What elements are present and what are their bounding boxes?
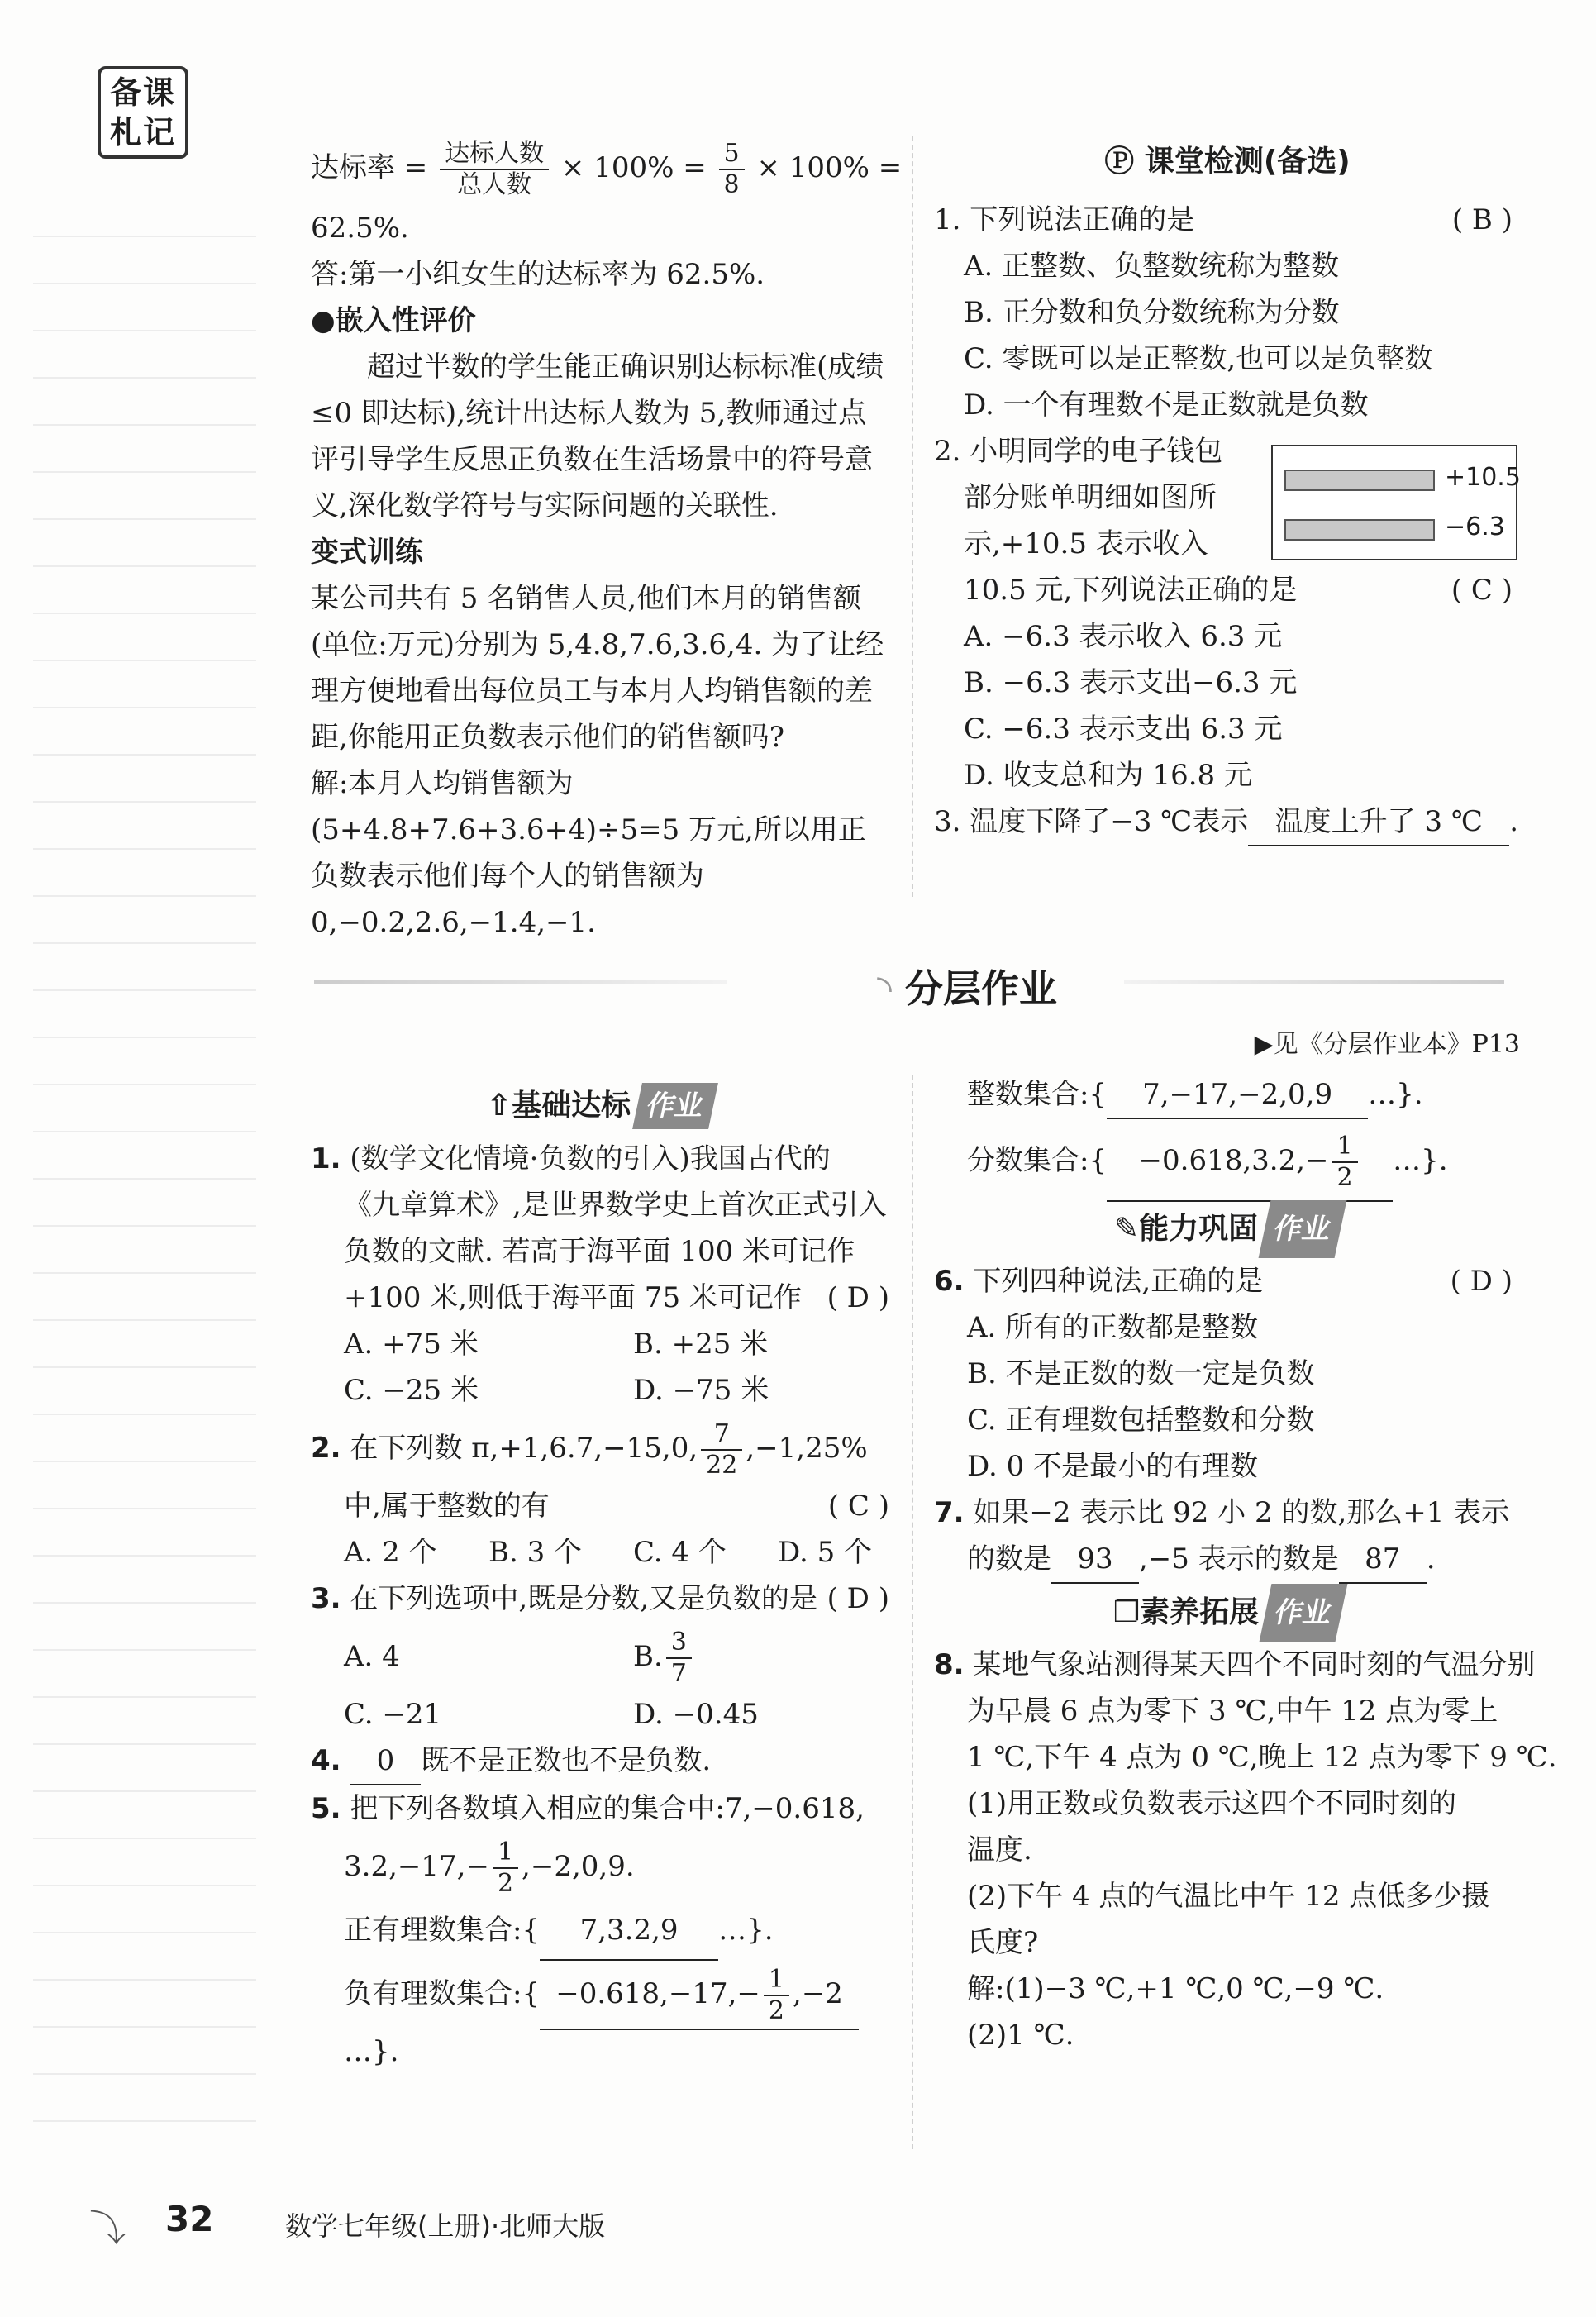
hw-q8-num: 8. — [934, 1648, 965, 1681]
hw-q3-opt-c: C. −21 — [344, 1698, 442, 1731]
frac-set — [934, 1121, 1521, 1200]
hw-q2-answer: ( C ) — [827, 1490, 889, 1523]
hw-q6-opt-b: B. 不是正数的数一定是负数 — [967, 1357, 1315, 1390]
int-set — [934, 1071, 1521, 1121]
tag-extend — [934, 1584, 1521, 1642]
hw-q2-opt-d: D. 5 个 — [778, 1536, 873, 1569]
section-ref: ▶见《分层作业本》P13 — [1254, 1030, 1520, 1059]
hw-q4-num: 4. — [311, 1744, 341, 1777]
q3-fill: 温度上升了 3 ℃ — [1248, 799, 1509, 846]
frac-set-fill-a: −0.618,3.2,− — [1138, 1144, 1329, 1177]
tag-extend-inner — [1113, 1584, 1341, 1642]
q1-option-d: D. 一个有理数不是正数就是负数 — [964, 389, 1369, 422]
hw-q2-line2 — [311, 1483, 889, 1529]
hw-q2-lead: 在下列数 π,+1,6.7,−15,0, — [350, 1432, 698, 1465]
hw-q4 — [311, 1738, 889, 1785]
hw-q8-line1 — [934, 1642, 1536, 1688]
hw-q5-half — [493, 1838, 518, 1899]
hw-q4-text: 既不是正数也不是负数. — [421, 1744, 712, 1777]
q2-answer: ( C ) — [1451, 574, 1513, 607]
hw-q1-opt-b: B. +25 米 — [633, 1328, 769, 1361]
hw-q1-num: 1. — [311, 1142, 341, 1175]
q2-option-c: C. −6.3 表示支出 6.3 元 — [964, 713, 1283, 746]
wallet-income-label: +10.5 — [1445, 463, 1521, 492]
hw-q5-line2-a: 3.2,−17,− — [344, 1850, 489, 1883]
q1-option-c: C. 零既可以是正整数,也可以是负整数 — [964, 342, 1433, 375]
eval-title: ●嵌入性评价 — [311, 304, 476, 337]
column-divider-top — [912, 136, 913, 897]
rate-den2: 8 — [723, 170, 740, 199]
quiz-title — [934, 139, 1521, 197]
book-title: 数学七年级(上册)·北师大版 — [285, 2210, 606, 2242]
hw-q8-line4: (1)用正数或负数表示这四个不同时刻的 — [967, 1787, 1457, 1820]
hw-q8-line5: 温度. — [967, 1833, 1032, 1866]
left-homework — [311, 1083, 889, 2075]
wallet-figure — [1271, 445, 1521, 560]
hw-q5-pos-fill: 7,3.2,9 — [540, 1901, 718, 1961]
q2-stem-4-text: 10.5 元,下列说法正确的是 — [964, 574, 1298, 607]
hw-q3-opt-d: D. −0.45 — [633, 1698, 759, 1731]
eval-text: 超过半数的学生能正确识别达标标准(成绩≤0 即达标),统计出达标人数为 5,教师通过点评引导学生反思正负数在生活场景中的符号意义,深化数学符号与实际问题的关联性. — [311, 350, 884, 522]
column-divider-bottom — [912, 1075, 913, 2149]
rate-fraction2 — [719, 139, 745, 200]
hw-q1-opts-ab — [311, 1321, 889, 1367]
hw-q2-opt-b: B. 3 个 — [488, 1536, 583, 1569]
hw-q4-fill: 0 — [350, 1738, 421, 1785]
hw-q8-line6: (2)下午 4 点的气温比中午 12 点低多少摄 — [967, 1880, 1490, 1913]
hw-q3-opts-ab — [311, 1622, 889, 1691]
hw-q3-answer: ( D ) — [827, 1582, 889, 1615]
tag-ability-inner — [1114, 1200, 1341, 1258]
variant-text: 某公司共有 5 名销售人员,他们本月的销售额(单位:万元)分别为 5,4.8,7.6,3.6,4. 为了让经理方便地看出每位员工与本月人均销售额的差距,你能用正负数表示他们的销售额吗? — [311, 582, 884, 754]
hw-q1-opt-c: C. −25 米 — [344, 1374, 479, 1407]
hw-q7-end: . — [1426, 1542, 1436, 1576]
hw-q8-line3: 1 ℃,下午 4 点为 0 ℃,晚上 12 点为零下 9 ℃. — [967, 1741, 1557, 1774]
q2-stem-1: 2. 小明同学的电子钱包 — [934, 435, 1223, 468]
section-arc-icon: ◝ — [877, 966, 905, 1011]
hw-q2-opts — [311, 1529, 889, 1576]
hw-q6-num: 6. — [934, 1265, 965, 1298]
hw-q2-opt-c: C. 4 个 — [633, 1536, 727, 1569]
hw-q1-line1-text: (数学文化情境·负数的引入)我国古代的 — [350, 1142, 831, 1175]
tag-extend-hw: 作业 — [1260, 1584, 1348, 1642]
q2-stem-2: 部分账单明细如图所 — [964, 481, 1217, 514]
hw-q3-opt-a: A. 4 — [344, 1640, 400, 1673]
rate-mid: × 100% = — [560, 151, 707, 184]
hw-q6-opt-a: A. 所有的正数都是整数 — [967, 1311, 1259, 1344]
frac-set-fill — [1107, 1121, 1393, 1202]
section-title-text: 分层作业 — [904, 966, 1057, 1011]
q2-stem-4 — [934, 567, 1521, 613]
hw-q5-positive-set — [311, 1901, 889, 1959]
hw-q6-answer: ( D ) — [1450, 1265, 1513, 1298]
q2-option-d: D. 收支总和为 16.8 元 — [964, 759, 1252, 792]
tag-ability — [934, 1200, 1521, 1258]
hw-q7-fill1: 93 — [1051, 1536, 1139, 1584]
hw-q3-frac-num: 3 — [666, 1628, 692, 1659]
rate-end: × 100% = — [756, 151, 903, 184]
hw-q2-line2-text: 中,属于整数的有 — [344, 1490, 550, 1523]
hw-q7-line2-a: 的数是 — [967, 1542, 1051, 1576]
hw-q3-stem — [311, 1576, 889, 1622]
hw-q3-opt-b-frac — [666, 1628, 692, 1689]
hw-q6-opt-c: C. 正有理数包括整数和分数 — [967, 1404, 1315, 1437]
rate-den: 总人数 — [457, 170, 532, 199]
page-number: 32 — [165, 2199, 214, 2239]
wallet-bar-expense — [1284, 519, 1435, 541]
rate-num2: 5 — [719, 139, 745, 170]
q3-line — [934, 799, 1521, 846]
left-top-block — [311, 139, 903, 946]
int-set-end: …}. — [1368, 1078, 1423, 1111]
hw-q5-line1 — [311, 1785, 889, 1832]
hw-q5-neg-half — [764, 1965, 789, 2026]
int-set-label: 整数集合:{ — [967, 1078, 1108, 1111]
tag-basic-inner — [487, 1083, 713, 1129]
hw-q7-line1 — [934, 1490, 1521, 1536]
rate-label: 达标率 = — [311, 151, 428, 184]
hw-q6-stem — [934, 1258, 1521, 1304]
hw-q5-line2-b: ,−2,0,9. — [522, 1850, 635, 1883]
hw-q1-answer: ( D ) — [827, 1281, 889, 1314]
hw-q1-opts-cd — [311, 1367, 889, 1414]
hw-q8-solution1: 解:(1)−3 ℃,+1 ℃,0 ℃,−9 ℃. — [967, 1972, 1384, 2005]
hw-q7-fill2: 87 — [1339, 1536, 1427, 1584]
section-deco-right — [1124, 980, 1504, 984]
hw-q8-line2: 为早晨 6 点为零下 3 ℃,中午 12 点为零上 — [967, 1695, 1498, 1728]
q2-option-b: B. −6.3 表示支出−6.3 元 — [964, 666, 1298, 699]
wallet-expense-label: −6.3 — [1445, 513, 1505, 541]
hw-q5-pos-label: 正有理数集合:{ — [344, 1914, 541, 1947]
tag-basic-hw: 作业 — [632, 1083, 718, 1129]
hw-q7-num: 7. — [934, 1496, 965, 1529]
q1-option-b: B. 正分数和负分数统称为分数 — [964, 296, 1340, 329]
hw-q6-opt-d: D. 0 不是最小的有理数 — [967, 1450, 1259, 1483]
variant-solution: 解:本月人均销售额为(5+4.8+7.6+3.6+4)÷5=5 万元,所以用正负数表示他们每个人的销售额为 0,−0.2,2.6,−1.4,−1. — [311, 767, 866, 939]
hw-q6-stem-text: 下列四种说法,正确的是 — [973, 1265, 1264, 1298]
q1-option-a: A. 正整数、负整数统称为整数 — [964, 250, 1340, 283]
hw-q2-frac-den: 22 — [706, 1451, 738, 1480]
notes-stamp — [98, 66, 188, 159]
hw-q1-line3: 负数的文献. 若高于海平面 100 米可记作 — [344, 1235, 855, 1268]
rate-formula — [311, 139, 903, 205]
tag-extend-icon: ❐ — [1112, 1595, 1141, 1629]
hw-q2-opt-a: A. 2 个 — [344, 1536, 437, 1569]
q2-stem-3: 示,+10.5 表示收入 — [964, 527, 1208, 560]
hw-q8-line1-text: 某地气象站测得某天四个不同时刻的气温分别 — [973, 1648, 1536, 1681]
int-set-fill: 7,−17,−2,0,9 — [1107, 1071, 1368, 1119]
wallet-bar-income — [1284, 470, 1435, 491]
hw-q1-opt-a: A. +75 米 — [344, 1328, 479, 1361]
hw-q2-line1 — [311, 1414, 889, 1483]
tag-basic-text: 基础达标 — [512, 1089, 631, 1123]
hw-q2-frac — [701, 1419, 742, 1480]
tag-ability-text: 能力巩固 — [1139, 1212, 1259, 1246]
stamp-line2: 札记 — [109, 114, 176, 150]
hw-q5-pos-end: …}. — [718, 1914, 774, 1947]
tag-extend-text: 素养拓展 — [1140, 1595, 1260, 1629]
hw-q3-opts-cd — [311, 1691, 889, 1738]
stamp-line1: 备课 — [109, 74, 176, 111]
hw-q1-opt-d: D. −75 米 — [633, 1374, 769, 1407]
hw-q5-line1-text: 把下列各数填入相应的集合中:7,−0.618, — [350, 1792, 865, 1825]
hw-q7-line1-text: 如果−2 表示比 92 小 2 的数,那么+1 表示 — [973, 1496, 1510, 1529]
hw-q5-neg-half-den: 2 — [768, 1996, 785, 2025]
hw-q7-line2 — [934, 1536, 1521, 1584]
hw-q5-neg-end: …}. — [344, 2035, 399, 2068]
q1-answer: ( B ) — [1451, 203, 1513, 236]
quiz-title-text: 课堂检测(备选) — [1144, 145, 1351, 179]
hw-q5-neg-fill — [540, 1959, 859, 2030]
hw-q7-line2-b: ,−5 表示的数是 — [1139, 1542, 1339, 1576]
q1-stem — [934, 197, 1521, 243]
tag-ability-icon: ✎ — [1113, 1212, 1140, 1246]
hw-q8-line7: 氏度? — [967, 1926, 1039, 1959]
hw-q5-half-num: 1 — [493, 1838, 518, 1869]
hw-q5-half-den: 2 — [497, 1869, 514, 1898]
hw-q1-line4-text: +100 米,则低于海平面 75 米可记作 — [344, 1281, 802, 1314]
tag-ability-hw: 作业 — [1259, 1200, 1347, 1258]
hw-q2-frac-num: 7 — [701, 1419, 742, 1451]
margin-note-lines — [33, 190, 256, 2133]
hw-q5-neg-fill-b: ,−2 — [793, 1977, 843, 2010]
q2-option-a: A. −6.3 表示收入 6.3 元 — [964, 620, 1283, 653]
rate-fraction — [440, 139, 549, 200]
quiz-title-icon: Ⓟ — [1104, 145, 1135, 179]
hw-q5-num: 5. — [311, 1792, 341, 1825]
hw-q1-line4 — [311, 1275, 889, 1321]
hw-q5-neg-label: 负有理数集合:{ — [344, 1977, 541, 2010]
frac-set-end: …}. — [1393, 1144, 1448, 1177]
q3-stem: 3. 温度下降了−3 ℃表示 — [934, 805, 1249, 838]
frac-set-half-num: 1 — [1332, 1132, 1358, 1163]
tag-basic — [311, 1083, 889, 1136]
answer-line: 答:第一小组女生的达标率为 62.5%. — [311, 258, 765, 291]
hw-q2-tail: ,−1,25% — [746, 1432, 868, 1465]
hw-q8-solution2: (2)1 ℃. — [967, 2019, 1074, 2052]
hw-q3-opt-b: B. — [633, 1640, 663, 1673]
footer-arrow-icon: ⤵ — [89, 2208, 126, 2250]
frac-set-label: 分数集合:{ — [967, 1144, 1108, 1177]
tag-basic-icon: ⇧ — [486, 1089, 512, 1123]
q1-stem-text: 1. 下列说法正确的是 — [934, 203, 1195, 236]
hw-q2-num: 2. — [311, 1432, 341, 1465]
section-title — [793, 959, 1141, 1013]
variant-title: 变式训练 — [311, 536, 423, 569]
hw-q3-stem-text: 在下列选项中,既是分数,又是负数的是 — [350, 1582, 818, 1615]
hw-q1-line1 — [311, 1136, 889, 1182]
hw-q5-line2 — [311, 1832, 889, 1901]
right-homework — [934, 1071, 1557, 2058]
hw-q5-neg-half-num: 1 — [764, 1965, 789, 1996]
hw-q1-line2: 《九章算术》,是世界数学史上首次正式引入 — [344, 1189, 887, 1222]
frac-set-half — [1332, 1132, 1358, 1193]
hw-q5-neg-fill-a: −0.618,−17,− — [555, 1977, 760, 2010]
section-deco-left — [314, 980, 727, 984]
frac-set-half-den: 2 — [1336, 1163, 1353, 1192]
rate-result: 62.5%. — [311, 212, 409, 245]
hw-q3-frac-den: 7 — [670, 1659, 687, 1688]
q3-end: . — [1509, 805, 1519, 838]
hw-q3-num: 3. — [311, 1582, 341, 1615]
hw-q5-negative-set — [311, 1959, 889, 2029]
rate-num: 达标人数 — [440, 139, 549, 170]
